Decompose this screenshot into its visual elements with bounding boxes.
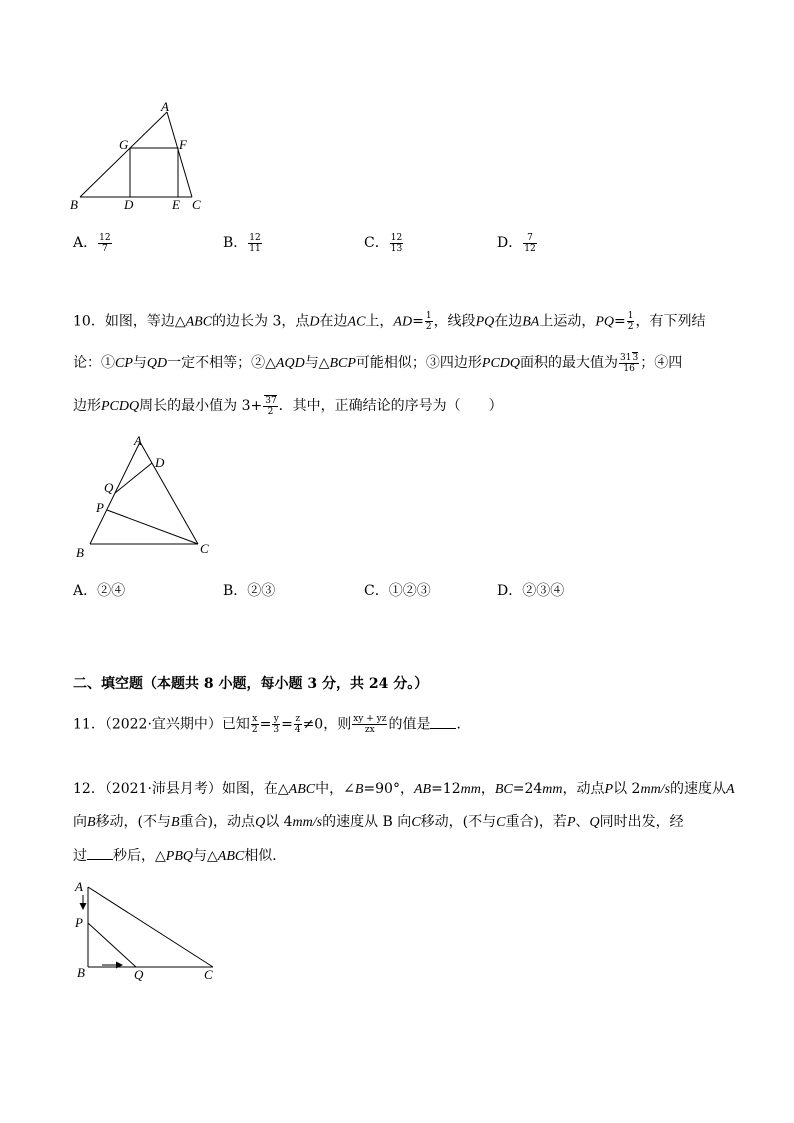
- q9-option-b[interactable]: B． $\frac{12}{11}$: [223, 232, 261, 254]
- label-Q: Q: [134, 967, 144, 982]
- q10-line-2: 论：①CP与QD一定不相等；②△AQD与△BCP可能相似；③四边形PCDQ面积的最大值为 $\frac{313}{16}$ ；④四: [73, 353, 683, 374]
- q9-option-a[interactable]: A． $\frac{12}{7}$: [73, 232, 111, 254]
- q10-option-a[interactable]: A．②④: [73, 583, 126, 599]
- q11-text: 11．（2022·宜兴期中）已知 $\frac{x}{2}$ = $\frac{y}{3}$ = $\frac{z}{4}$ ≠0，则 $\frac{xy + yz}{zx}$ 的值是 ．: [73, 714, 471, 735]
- q10-line-1: 10．如图，等边△ABC的边长为 3，点D在边AC上，AD= $\frac{1}{2}$ ，线段PQ在边BA上运动，PQ= $\frac{1}{2}$ ，有下列结: [73, 311, 706, 332]
- answer-blank[interactable]: [430, 716, 456, 729]
- q10-option-d[interactable]: D．②③④: [497, 583, 565, 599]
- label-B: B: [77, 965, 85, 980]
- figure-q10: [70, 430, 220, 560]
- figure-q12: [70, 875, 230, 985]
- label-C: C: [200, 541, 209, 556]
- label-P: P: [96, 500, 104, 515]
- q10-option-c[interactable]: C．①②③: [364, 583, 431, 599]
- label-A: A: [161, 99, 169, 114]
- label-Q: Q: [104, 480, 114, 495]
- label-A: A: [75, 879, 83, 894]
- label-C: C: [204, 967, 213, 982]
- q12-line-2: 向B移动，(不与B重合)，动点Q以 4mm/s的速度从 B 向C移动，(不与C重合)，若P、Q同时出发，经: [73, 814, 684, 830]
- label-B: B: [70, 197, 78, 212]
- label-F: F: [179, 137, 187, 152]
- section-heading: 二、填空题（本题共 8 小题，每小题 3 分，共 24 分。）: [73, 676, 429, 692]
- label-B: B: [76, 545, 84, 560]
- q10-option-b[interactable]: B．②③: [223, 583, 276, 599]
- label-D: D: [124, 197, 134, 212]
- label-A: A: [134, 433, 142, 448]
- label-P: P: [75, 915, 83, 930]
- q12-line-1: 12．（2021·沛县月考）如图，在△ABC中，∠B=90°，AB=12mm，BC=24mm，动点P以 2mm/s的速度从A: [73, 781, 735, 797]
- figure-q9: [60, 95, 220, 220]
- label-E: E: [172, 197, 180, 212]
- label-D: D: [155, 455, 165, 470]
- q10-line-3: 边形PCDQ周长的最小值为 3+ $\frac{37}{2}$ ．其中，正确结论的序号为（ ）: [73, 396, 503, 417]
- q12-line-3: 过 秒后，△PBQ与△ABC相似．: [73, 848, 287, 864]
- label-G: G: [119, 137, 129, 152]
- answer-blank[interactable]: [87, 847, 113, 860]
- q9-option-c[interactable]: C． $\frac{12}{13}$: [364, 232, 403, 254]
- q9-option-d[interactable]: D． $\frac{7}{12}$: [497, 232, 536, 254]
- label-C: C: [192, 197, 201, 212]
